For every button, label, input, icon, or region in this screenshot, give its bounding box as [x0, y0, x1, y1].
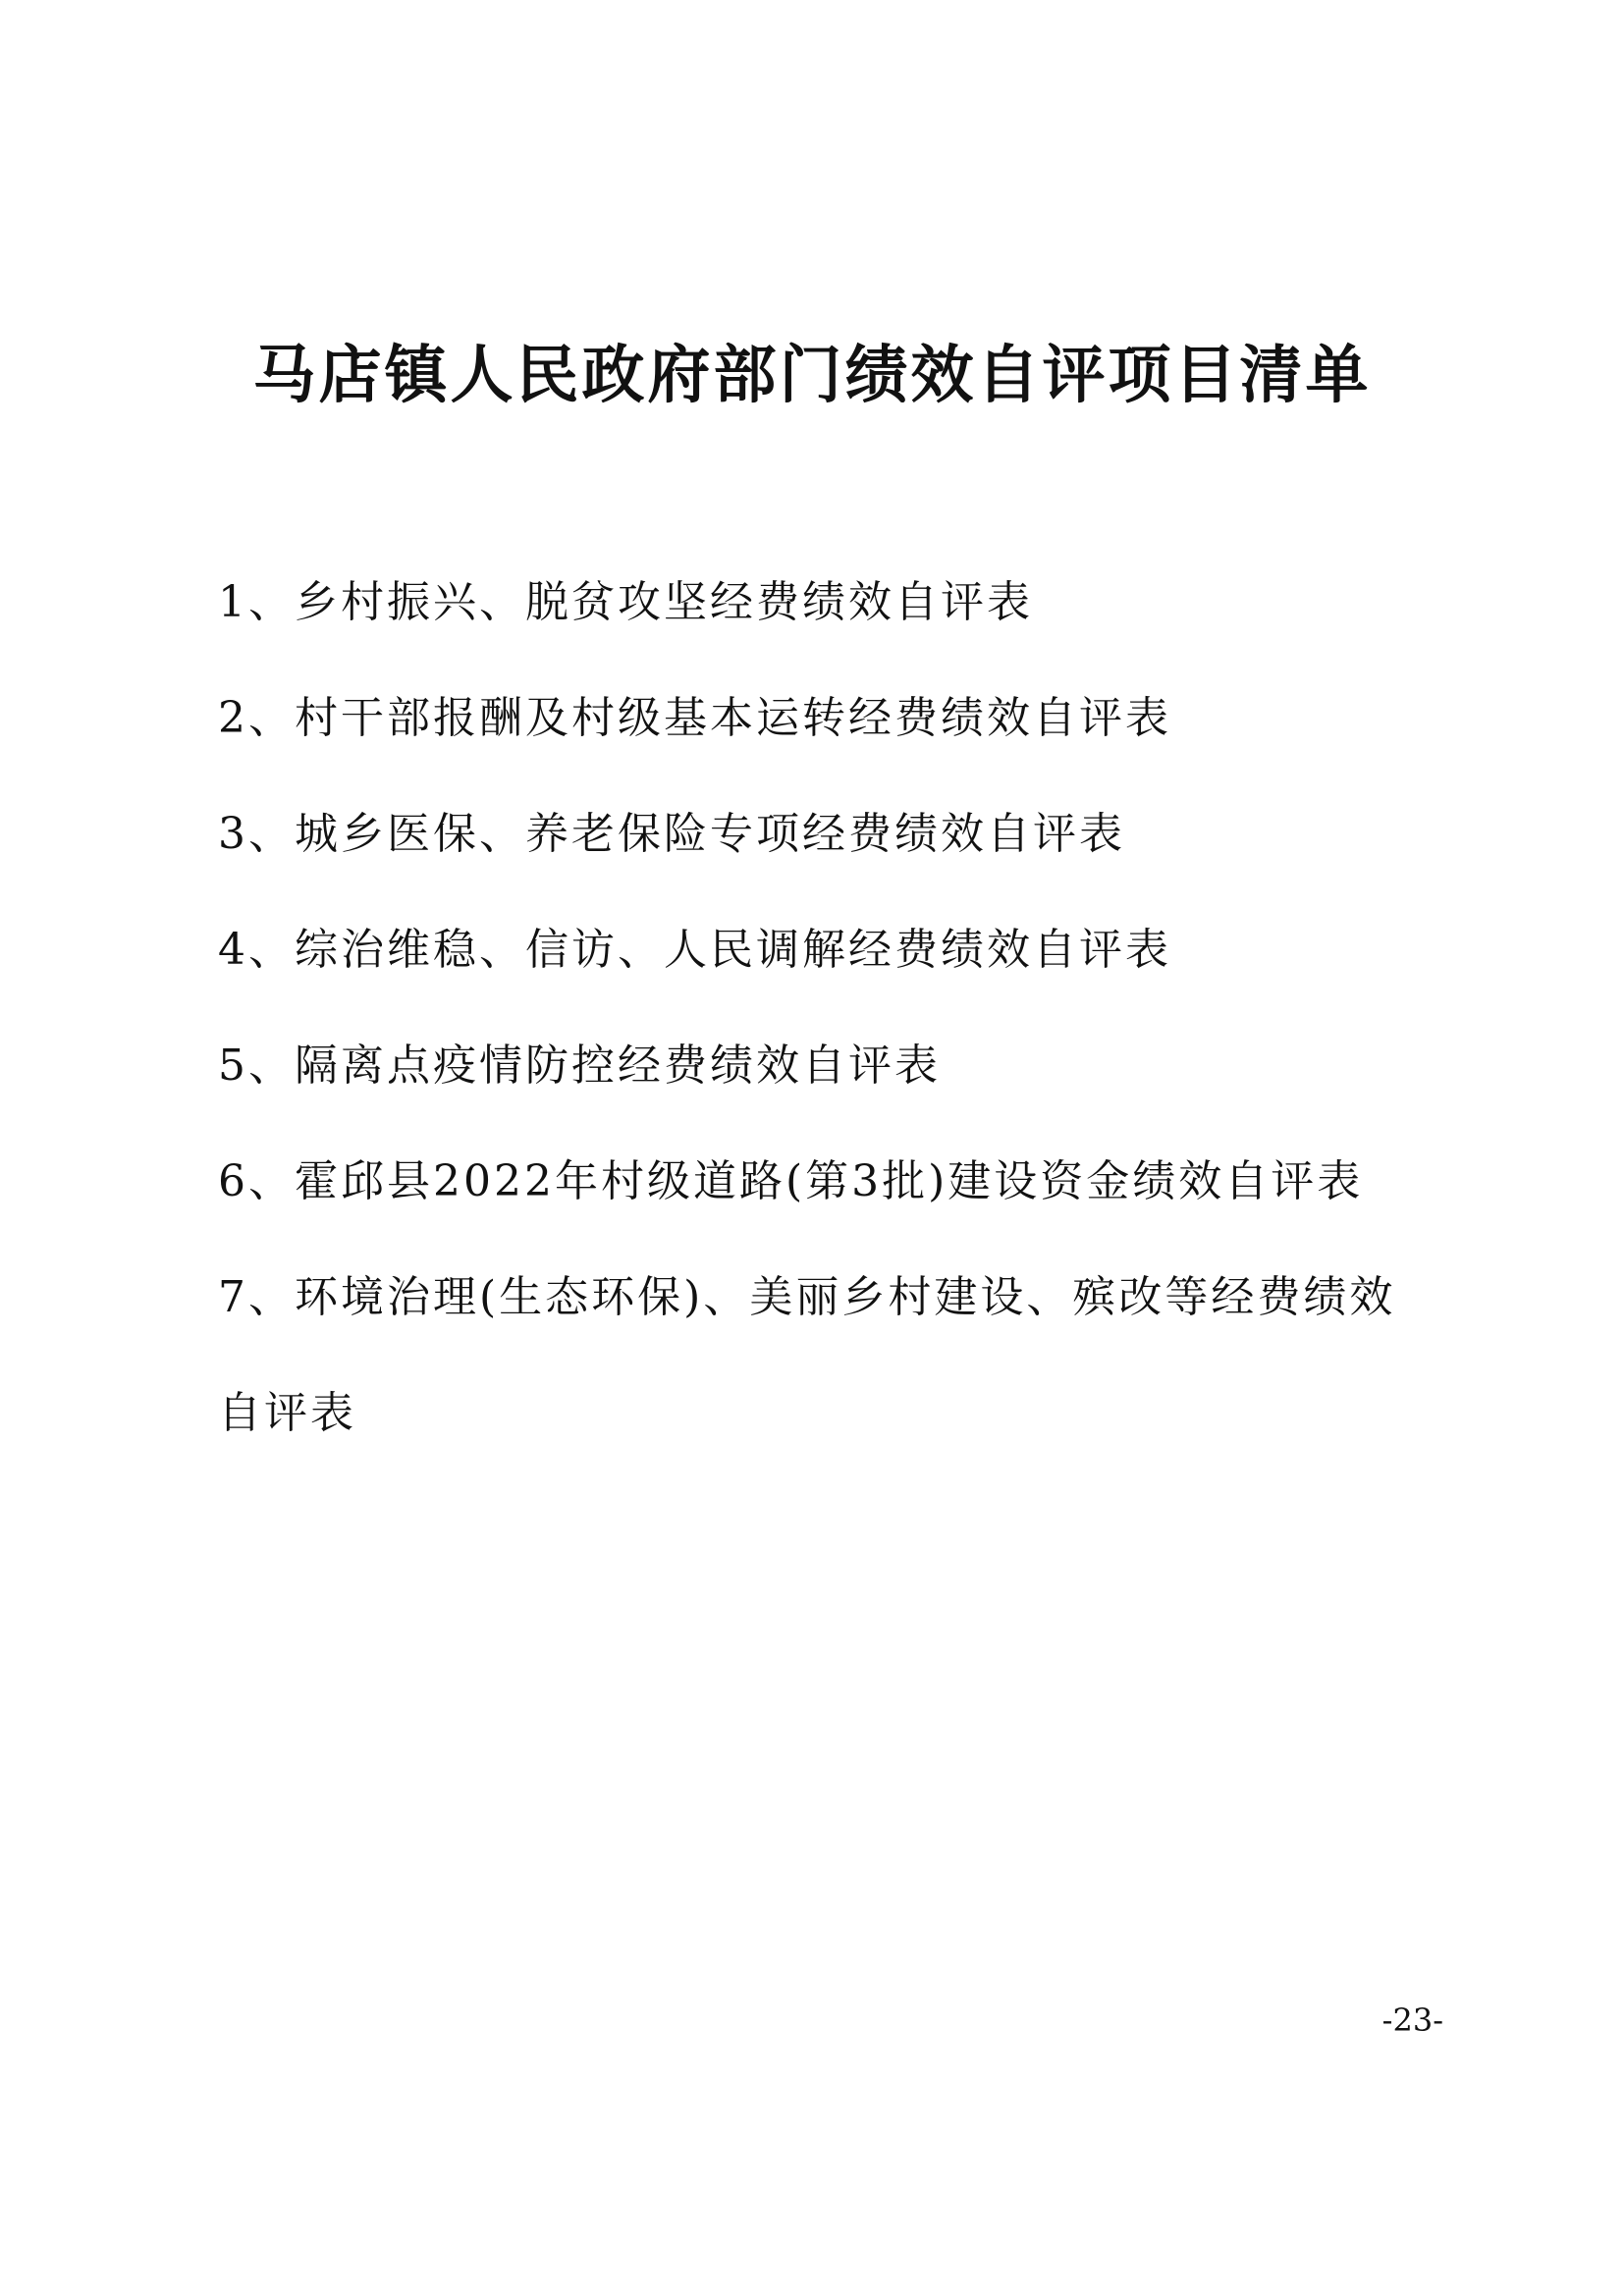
list-item: 3、城乡医保、养老保险专项经费绩效自评表: [218, 809, 1125, 859]
page-number: -23-: [1381, 2002, 1443, 2039]
list-item: 5、隔离点疫情防控经费绩效自评表: [218, 1041, 941, 1091]
list-item: 1、乡村振兴、脱贫攻坚经费绩效自评表: [218, 577, 1033, 627]
item-list: [218, 545, 1435, 1471]
list-item: 7、环境治理(生态环保)、美丽乡村建设、殡改等经费绩效自评表: [218, 1272, 1396, 1438]
list-item: 2、村干部报酬及村级基本运转经费绩效自评表: [218, 693, 1171, 743]
list-item: 4、综治维稳、信访、人民调解经费绩效自评表: [218, 925, 1171, 975]
list-item: 6、霍邱县2022年村级道路(第3批)建设资金绩效自评表: [218, 1156, 1364, 1206]
document-title: 马店镇人民政府部门绩效自评项目清单: [252, 340, 1372, 412]
